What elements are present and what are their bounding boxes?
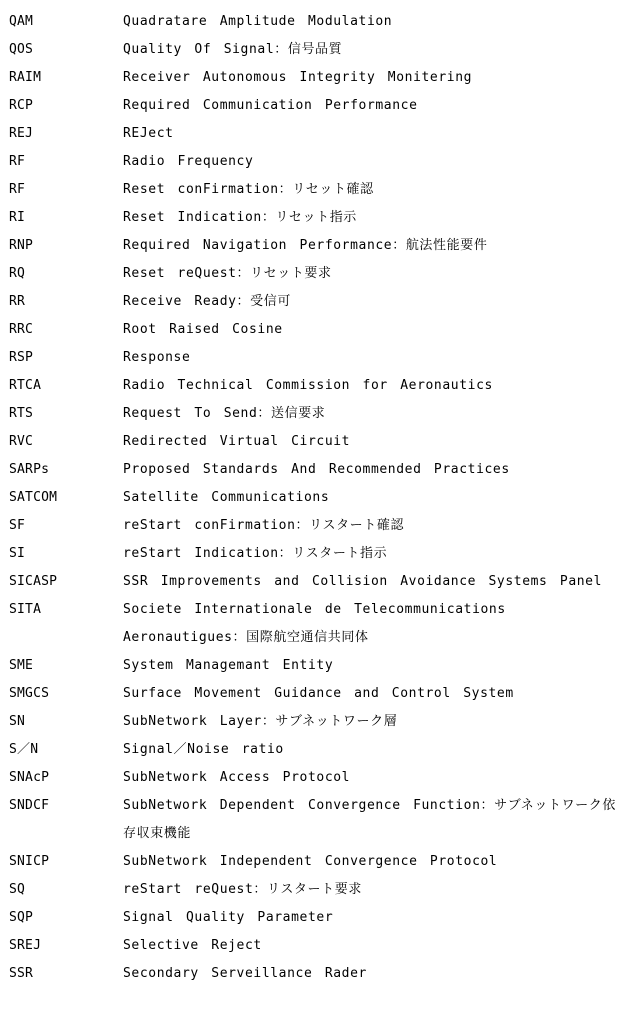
definition: SubNetwork Access Protocol (123, 770, 351, 785)
glossary-row (0, 36, 636, 64)
abbreviation: RVC (9, 434, 34, 449)
definition: reStart Indication：リスタート指示 (123, 546, 388, 561)
abbreviation: SARPs (9, 462, 50, 477)
definition: Signal Quality Parameter (123, 910, 334, 925)
abbreviation: SSR (9, 966, 34, 981)
glossary-row (0, 400, 636, 428)
definition: Quality Of Signal：信号品質 (123, 42, 343, 57)
abbreviation: RNP (9, 238, 34, 253)
abbreviation: SNAcP (9, 770, 50, 785)
definition: Request To Send：送信要求 (123, 406, 326, 421)
definition: Reset Indication：リセット指示 (123, 210, 357, 225)
glossary-row (0, 316, 636, 344)
abbreviation: REJ (9, 126, 34, 141)
definition: Surface Movement Guidance and Control System (123, 686, 514, 701)
definition: reStart conFirmation：リスタート確認 (123, 518, 405, 533)
glossary-row (0, 848, 636, 876)
definition: Societe Internationale de Telecommunications (123, 602, 506, 617)
glossary-row (0, 372, 636, 400)
definition: 存収束機能 (123, 826, 192, 841)
abbreviation: SQ (9, 882, 26, 897)
definition: System Managemant Entity (123, 658, 334, 673)
abbreviation: RTCA (9, 378, 42, 393)
abbreviation: SNICP (9, 854, 50, 869)
definition: Required Communication Performance (123, 98, 418, 113)
definition: Reset reQuest：リセット要求 (123, 266, 332, 281)
definition: reStart reQuest：リスタート要求 (123, 882, 362, 897)
glossary-row (0, 764, 636, 792)
abbreviation: S／N (9, 742, 39, 757)
glossary-row (0, 932, 636, 960)
glossary-row (0, 204, 636, 232)
glossary-row (0, 120, 636, 148)
abbreviation: RF (9, 182, 26, 197)
abbreviation: QAM (9, 14, 34, 29)
definition: Aeronautigues：国際航空通信共同体 (123, 630, 369, 645)
glossary-row (0, 960, 636, 988)
glossary-row (0, 344, 636, 372)
definition: Reset conFirmation：リセット確認 (123, 182, 374, 197)
glossary-row (0, 8, 636, 36)
glossary-row (0, 904, 636, 932)
abbreviation: SMGCS (9, 686, 50, 701)
abbreviation: RQ (9, 266, 26, 281)
glossary-row (0, 428, 636, 456)
definition: Quadratare Amplitude Modulation (123, 14, 393, 29)
definition: Redirected Virtual Circuit (123, 434, 351, 449)
abbreviation: RR (9, 294, 26, 309)
definition: SubNetwork Dependent Convergence Function：サブネットワーク依 (123, 798, 616, 813)
abbreviation: SQP (9, 910, 34, 925)
definition: Radio Frequency (123, 154, 254, 169)
glossary-row (0, 260, 636, 288)
abbreviation: SREJ (9, 938, 42, 953)
glossary-row (0, 176, 636, 204)
definition: SubNetwork Independent Convergence Protocol (123, 854, 498, 869)
glossary-row (0, 624, 636, 652)
glossary-row (0, 876, 636, 904)
abbreviation: RCP (9, 98, 34, 113)
abbreviation: RTS (9, 406, 34, 421)
glossary-list (0, 8, 636, 988)
glossary-row (0, 708, 636, 736)
definition: Required Navigation Performance：航法性能要件 (123, 238, 488, 253)
glossary-row (0, 568, 636, 596)
abbreviation: RSP (9, 350, 34, 365)
abbreviation: SN (9, 714, 26, 729)
abbreviation: SATCOM (9, 490, 58, 505)
glossary-row (0, 512, 636, 540)
definition: SSR Improvements and Collision Avoidance Systems Panel (123, 574, 603, 589)
glossary-row (0, 92, 636, 120)
abbreviation: SF (9, 518, 26, 533)
definition: Radio Technical Commission for Aeronautics (123, 378, 493, 393)
glossary-row (0, 652, 636, 680)
definition: Selective Reject (123, 938, 262, 953)
definition: Receiver Autonomous Integrity Monitering (123, 70, 473, 85)
definition: Proposed Standards And Recommended Practices (123, 462, 510, 477)
abbreviation: RF (9, 154, 26, 169)
definition: Secondary Serveillance Rader (123, 966, 367, 981)
definition: Response (123, 350, 191, 365)
glossary-row (0, 232, 636, 260)
abbreviation: RI (9, 210, 26, 225)
glossary-row (0, 148, 636, 176)
definition: Receive Ready：受信可 (123, 294, 291, 309)
abbreviation: SNDCF (9, 798, 50, 813)
abbreviation: SITA (9, 602, 42, 617)
glossary-row (0, 540, 636, 568)
glossary-row (0, 736, 636, 764)
glossary-row (0, 680, 636, 708)
definition: Signal／Noise ratio (123, 742, 284, 757)
definition: Satellite Communications (123, 490, 330, 505)
abbreviation: QOS (9, 42, 34, 57)
glossary-row (0, 288, 636, 316)
glossary-row (0, 596, 636, 624)
glossary-row (0, 456, 636, 484)
definition: SubNetwork Layer：サブネットワーク層 (123, 714, 398, 729)
abbreviation: SI (9, 546, 26, 561)
glossary-row (0, 820, 636, 848)
abbreviation: RRC (9, 322, 34, 337)
definition: REJect (123, 126, 174, 141)
abbreviation: SME (9, 658, 34, 673)
glossary-row (0, 484, 636, 512)
abbreviation: RAIM (9, 70, 42, 85)
glossary-row (0, 64, 636, 92)
abbreviation: SICASP (9, 574, 58, 589)
glossary-row (0, 792, 636, 820)
definition: Root Raised Cosine (123, 322, 283, 337)
